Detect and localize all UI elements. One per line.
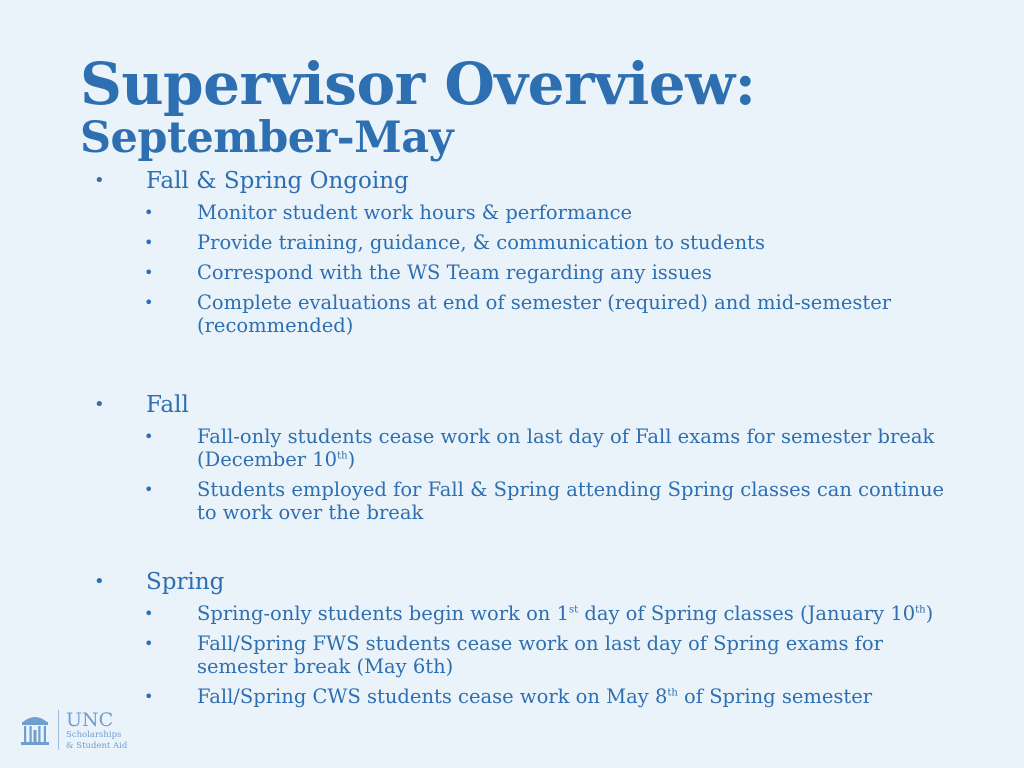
- logo-divider: [58, 710, 59, 750]
- list-item: [0, 685, 1024, 708]
- list-item: [0, 602, 1024, 625]
- logo-line1: Scholarships: [66, 730, 122, 740]
- section-heading: [0, 569, 1024, 595]
- section-ongoing: [0, 168, 1024, 337]
- list-item-text: [197, 425, 957, 471]
- bullet-icon: •: [144, 293, 154, 312]
- ordinal-suffix: st: [568, 604, 579, 616]
- text-part: day of Spring classes (January 10: [578, 602, 916, 625]
- heading-text: Fall: [146, 392, 189, 418]
- list-item-text: [197, 685, 957, 708]
- list-item: [0, 425, 1024, 471]
- list-item-text: Provide training, guidance, & communication to students: [197, 231, 765, 254]
- list-item-text: Monitor student work hours & performance: [197, 201, 633, 224]
- section-fall: [0, 392, 1024, 524]
- text-part: of Spring semester: [677, 685, 873, 708]
- unc-logo: [20, 710, 130, 755]
- bullet-icon: •: [144, 634, 154, 653]
- bullet-icon: •: [144, 263, 154, 282]
- bullet-icon: •: [144, 687, 154, 706]
- text-part: Fall-only students cease work on last day of Fall exams for semester break (December 10: [197, 425, 935, 471]
- list-item-text: [197, 602, 957, 625]
- list-item: [0, 201, 1024, 224]
- logo-line2: & Student Aid: [66, 741, 128, 751]
- bullet-icon: •: [144, 480, 154, 499]
- ordinal-suffix: th: [667, 687, 678, 699]
- text-part: Spring-only students begin work on 1: [197, 602, 569, 625]
- bullet-icon: •: [144, 233, 154, 252]
- bullet-icon: •: [144, 203, 154, 222]
- list-item: [0, 632, 1024, 678]
- text-part: ): [925, 602, 934, 625]
- heading-text: Spring: [146, 569, 225, 595]
- list-item-text: Correspond with the WS Team regarding any issues: [197, 261, 712, 284]
- list-item: [0, 231, 1024, 254]
- bullet-icon: •: [94, 394, 105, 415]
- ordinal-suffix: th: [915, 604, 926, 616]
- list-item-text: Students employed for Fall & Spring attending Spring classes can continue to work over the break: [197, 478, 945, 524]
- section-spring: [0, 569, 1024, 708]
- logo-text: [66, 710, 127, 752]
- slide-title: [80, 50, 756, 163]
- text-part: ): [347, 448, 356, 471]
- heading-text: Fall & Spring Ongoing: [146, 168, 409, 194]
- title-main: Supervisor Overview:: [80, 50, 756, 118]
- ordinal-suffix: th: [337, 450, 348, 462]
- bullet-icon: •: [144, 427, 154, 446]
- section-heading: [0, 168, 1024, 194]
- list-item-text: Complete evaluations at end of semester (required) and mid-semester (recommended): [197, 291, 892, 337]
- text-part: Fall/Spring CWS students cease work on May 8: [197, 685, 668, 708]
- old-well-icon: [20, 712, 50, 748]
- bullet-icon: •: [94, 170, 105, 191]
- title-subtitle: September-May: [80, 113, 454, 163]
- list-item: [0, 478, 1024, 524]
- section-heading: [0, 392, 1024, 418]
- list-item-text: Fall/Spring FWS students cease work on last day of Spring exams for semester break (May 6th): [197, 632, 883, 678]
- bullet-icon: •: [144, 604, 154, 623]
- list-item: [0, 291, 1024, 337]
- list-item: [0, 261, 1024, 284]
- bullet-icon: •: [94, 571, 105, 592]
- logo-name: UNC: [66, 709, 114, 731]
